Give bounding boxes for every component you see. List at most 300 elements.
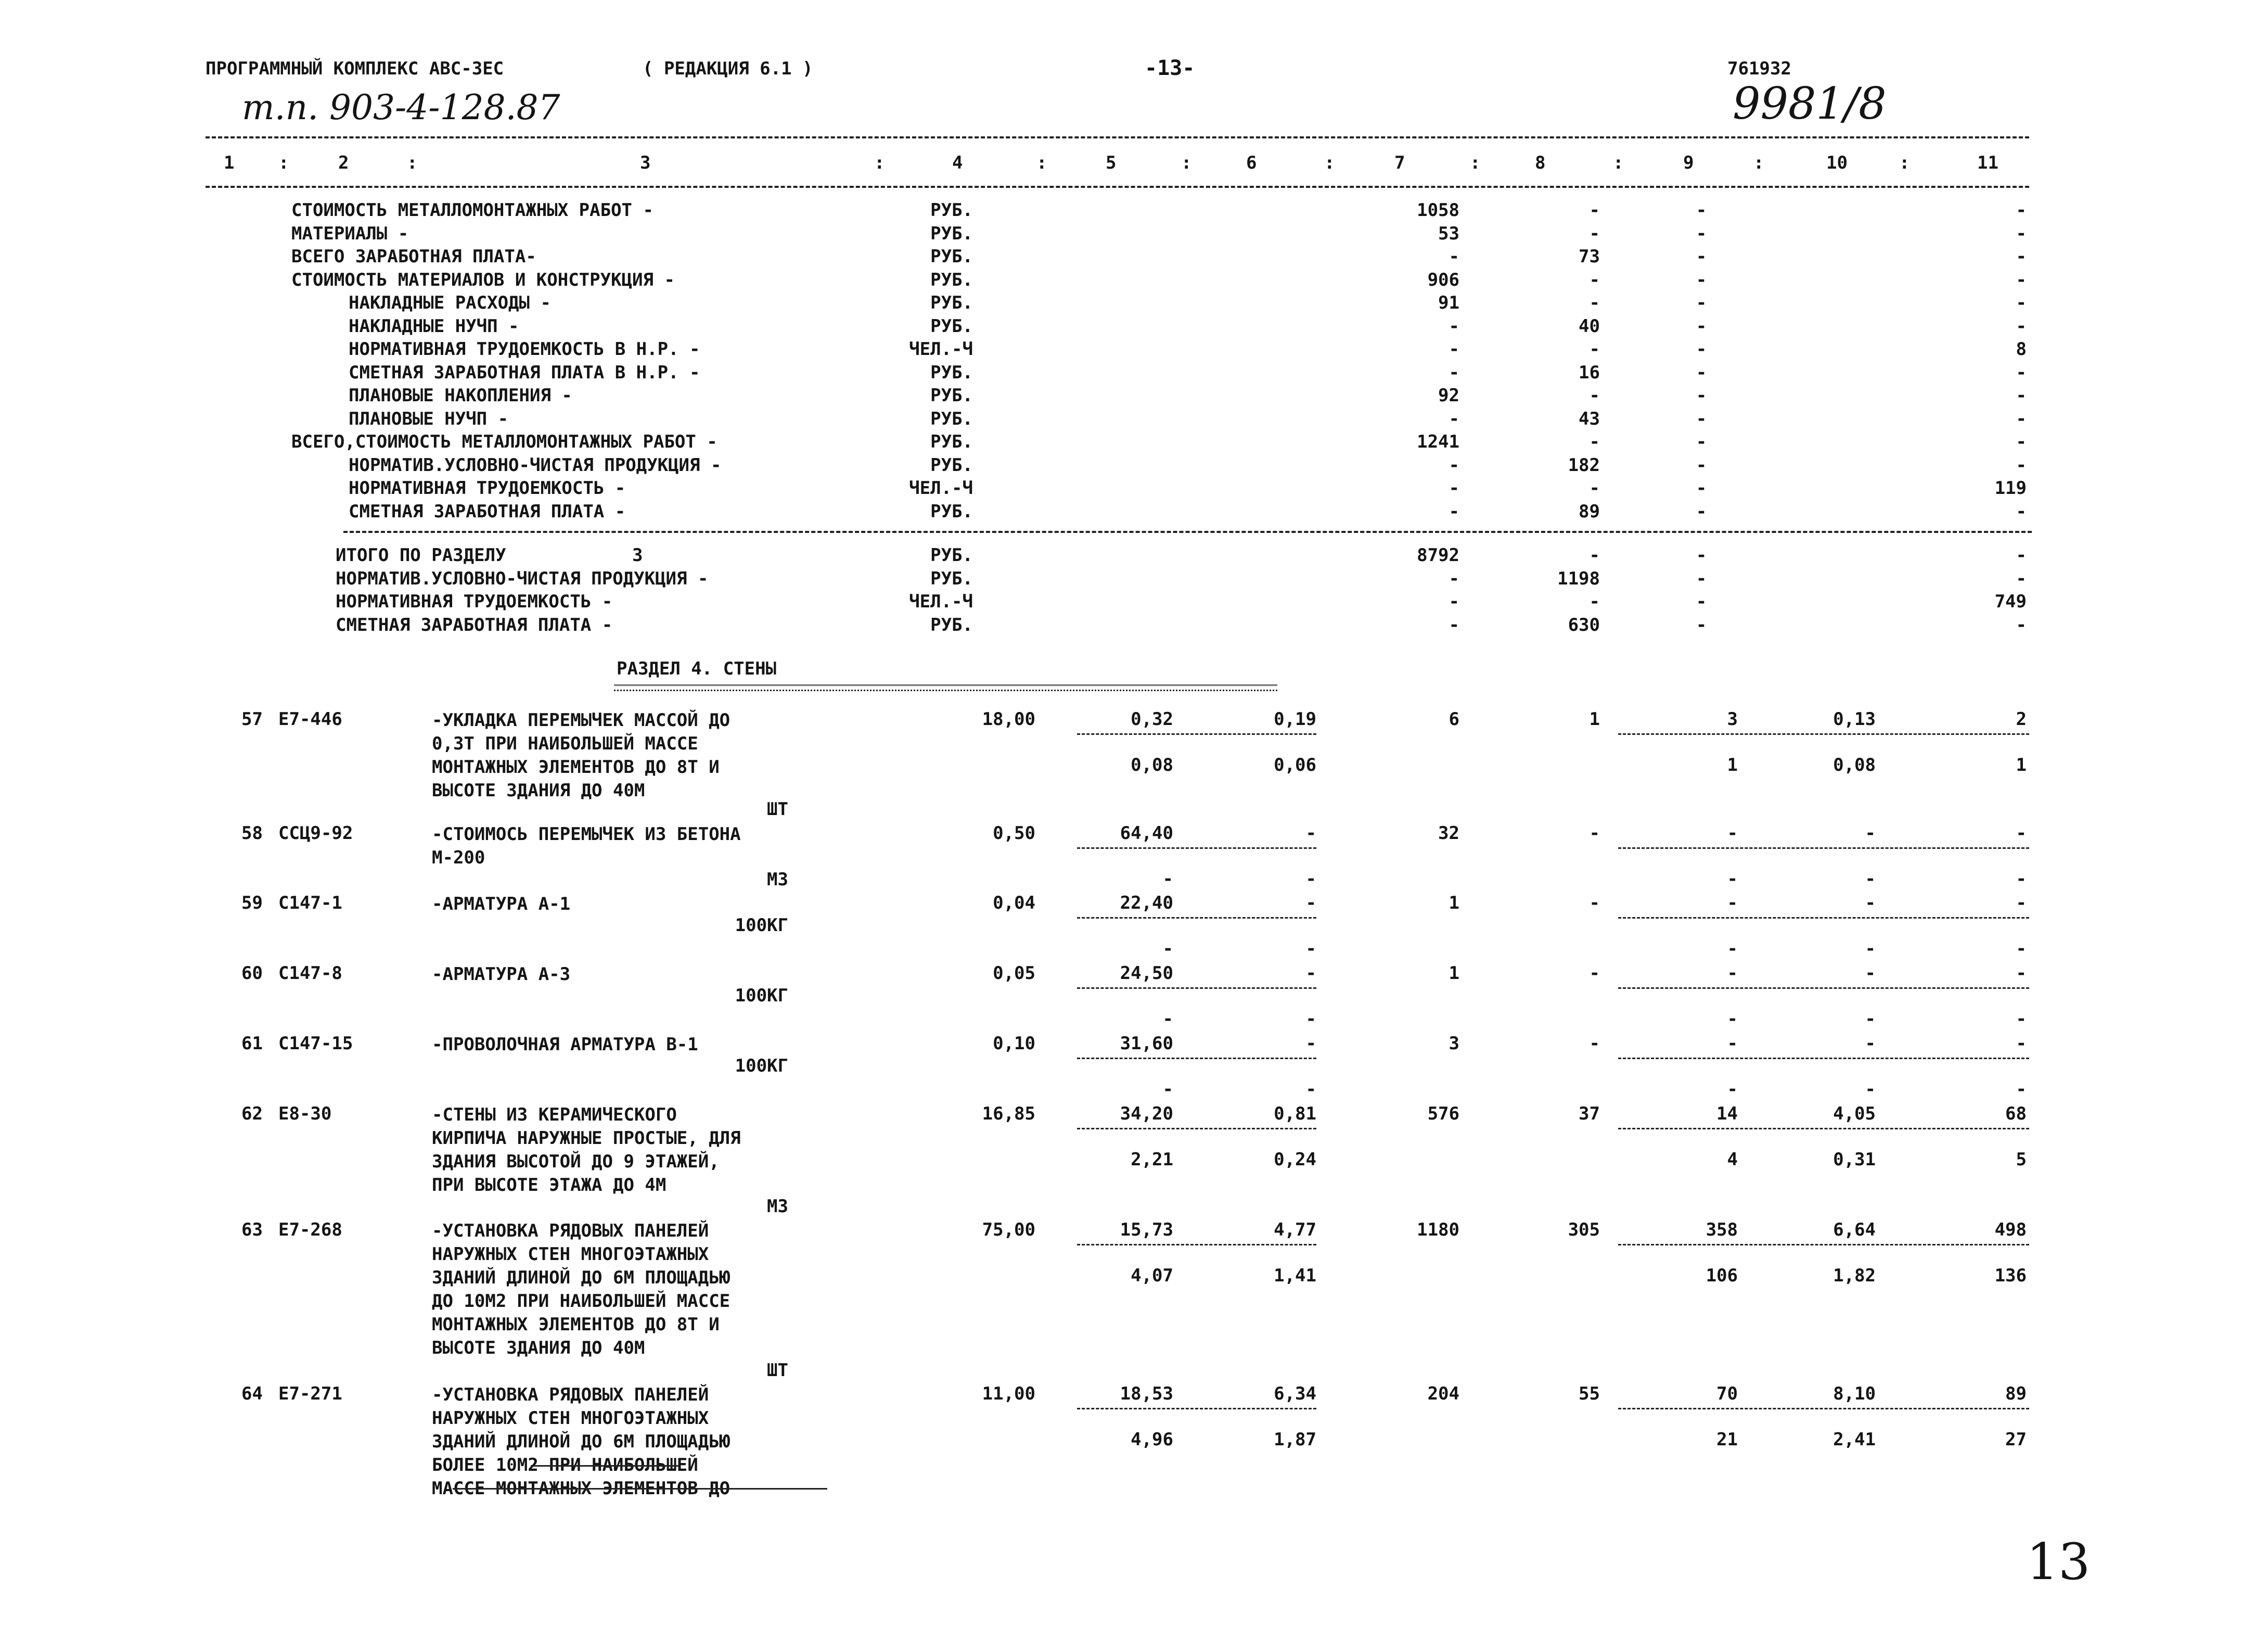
description-line: -АРМАТУРА А-3	[432, 964, 571, 985]
price-col6-wage: 1,87	[1274, 1429, 1316, 1450]
summary-col11: -	[2016, 362, 2027, 383]
item-quantity: 16,85	[982, 1103, 1035, 1124]
price-col5-wage: 2,21	[1131, 1149, 1173, 1170]
item-description	[432, 893, 570, 916]
summary-col7: -	[1449, 315, 1459, 337]
col10-value: 4,05	[1833, 1103, 1876, 1124]
document-code: 761932	[1727, 58, 1791, 79]
summary-label: ВСЕГО ЗАРАБОТНАЯ ПЛАТА-	[291, 246, 536, 267]
col9-value: 358	[1706, 1219, 1738, 1240]
item-quantity: 0,10	[993, 1033, 1035, 1054]
item-unit: 100КГ	[735, 1055, 788, 1076]
description-line: МОНТАЖНЫХ ЭЛЕМЕНТОВ ДО 8Т И	[432, 757, 720, 778]
total-col7: 8792	[1417, 545, 1459, 566]
summary-col7: -	[1449, 339, 1459, 360]
column-separator: :	[874, 152, 885, 173]
col9-machine-value: 21	[1716, 1429, 1738, 1450]
totals-divider	[1618, 733, 2029, 735]
item-quantity: 18,00	[982, 709, 1035, 730]
summary-label: ВСЕГО,СТОИМОСТЬ МЕТАЛЛОМОНТАЖНЫХ РАБОТ -	[291, 431, 717, 452]
summary-label: ПЛАНОВЫЕ НАКОПЛЕНИЯ -	[349, 385, 572, 406]
col11-value: -	[2016, 963, 2027, 984]
price-col6-total: -	[1305, 893, 1316, 913]
summary-col8: 89	[1579, 501, 1600, 522]
description-line: ДО 10М2 ПРИ НАИБОЛЬШЕЙ МАССЕ	[432, 1291, 731, 1312]
price-col5-wage: 4,07	[1131, 1265, 1173, 1286]
total-col8: 630	[1568, 614, 1600, 635]
col10-value: -	[1865, 963, 1876, 984]
price-col5-total: 64,40	[1120, 823, 1173, 844]
summary-unit: РУБ.	[930, 431, 973, 452]
total-unit: РУБ.	[930, 614, 973, 635]
description-line: БОЛЕЕ 10М2 ПРИ НАИБОЛЬШЕЙ	[432, 1455, 698, 1475]
column-separator: :	[278, 152, 289, 173]
summary-col9: -	[1696, 200, 1707, 221]
col11-machine-value: -	[2016, 869, 2027, 889]
column-header: 2	[338, 152, 349, 173]
col10-machine-value: -	[1865, 938, 1876, 959]
total-label: НОРМАТИВНАЯ ТРУДОЕМКОСТЬ -	[336, 591, 613, 612]
col11-machine-value: 1	[2016, 755, 2027, 775]
price-divider	[1077, 1408, 1316, 1409]
description-line: НАРУЖНЫХ СТЕН МНОГОЭТАЖНЫХ	[432, 1408, 709, 1429]
summary-col11: -	[2016, 501, 2027, 522]
col10-value: -	[1865, 1033, 1876, 1054]
col9-value: -	[1727, 893, 1738, 913]
description-line: -АРМАТУРА А-1	[432, 894, 571, 914]
item-number: 58	[241, 823, 263, 844]
col11-value: 2	[2016, 709, 2027, 730]
item-description	[432, 1033, 698, 1057]
item-unit: 100КГ	[735, 915, 788, 936]
price-divider	[1077, 1058, 1316, 1059]
summary-col8: -	[1589, 339, 1600, 360]
summary-col11: -	[2016, 200, 2027, 221]
total-wage: 37	[1579, 1103, 1600, 1124]
item-number: 62	[241, 1103, 263, 1124]
strike-mark	[531, 1465, 679, 1467]
summary-col8: -	[1589, 431, 1600, 452]
column-separator: :	[1899, 152, 1910, 173]
item-code: ССЦ9-92	[278, 823, 353, 844]
summary-col8: -	[1589, 269, 1600, 290]
handwritten-project-number: т.п. 903-4-128.87	[242, 87, 560, 128]
total-wage: 305	[1568, 1219, 1600, 1240]
total-wage: 1	[1589, 709, 1600, 730]
item-unit: ШТ	[767, 1360, 788, 1381]
col9-machine-value: 106	[1706, 1265, 1738, 1286]
price-col6-total: -	[1305, 1033, 1316, 1054]
summary-unit: РУБ.	[930, 315, 973, 337]
item-number: 57	[241, 709, 263, 730]
description-line: -УКЛАДКА ПЕРЕМЫЧЕК МАССОЙ ДО	[432, 710, 731, 731]
col9-value: 70	[1716, 1383, 1738, 1404]
summary-unit: ЧЕЛ.-Ч	[909, 339, 973, 360]
price-col6-total: -	[1305, 963, 1316, 984]
price-col5-wage: -	[1162, 1079, 1173, 1100]
description-line: -УСТАНОВКА РЯДОВЫХ ПАНЕЛЕЙ	[432, 1220, 709, 1241]
col10-value: 6,64	[1833, 1219, 1876, 1240]
col9-value: -	[1727, 963, 1738, 984]
summary-label: МАТЕРИАЛЫ -	[291, 223, 409, 244]
col10-value: 8,10	[1833, 1383, 1876, 1404]
item-quantity: 75,00	[982, 1219, 1035, 1240]
price-col6-wage: -	[1305, 1009, 1316, 1029]
summary-col8: 182	[1568, 454, 1600, 476]
column-header: 8	[1535, 152, 1546, 173]
summary-col11: -	[2016, 269, 2027, 290]
summary-col7: 906	[1427, 269, 1459, 290]
handwritten-sheet-number: 9981/8	[1733, 78, 1887, 129]
price-col6-total: 6,34	[1274, 1383, 1316, 1404]
total-col9: -	[1696, 614, 1707, 635]
handwritten-page-mark: 13	[2027, 1533, 2091, 1591]
summary-col11: -	[2016, 315, 2027, 337]
summary-col7: 53	[1438, 223, 1459, 244]
item-code: Е7-268	[278, 1219, 342, 1240]
total-col11: -	[2016, 568, 2027, 589]
summary-col11: 8	[2016, 339, 2027, 360]
summary-col7: 91	[1438, 292, 1459, 313]
price-col5-total: 15,73	[1120, 1219, 1173, 1240]
total-col8: 1198	[1557, 568, 1600, 589]
item-unit: ШТ	[767, 799, 788, 820]
total-cost: 1	[1449, 963, 1459, 984]
col9-machine-value: 4	[1727, 1149, 1738, 1170]
program-title: ПРОГРАММНЫЙ КОМПЛЕКС АВС-ЗЕС	[206, 58, 504, 79]
total-wage: -	[1589, 1033, 1600, 1054]
summary-col8: -	[1589, 200, 1600, 221]
summary-unit: ЧЕЛ.-Ч	[909, 478, 973, 499]
column-header: 11	[1977, 152, 1998, 173]
summary-col8: 73	[1579, 246, 1600, 267]
col10-value: -	[1865, 893, 1876, 913]
total-col9: -	[1696, 591, 1707, 612]
item-description	[432, 1383, 730, 1500]
header-rule-top	[206, 136, 2029, 138]
total-section-number: 3	[632, 545, 643, 566]
total-unit: РУБ.	[930, 568, 973, 589]
summary-col8: -	[1589, 478, 1600, 499]
total-cost: 576	[1427, 1103, 1459, 1124]
description-line: НАРУЖНЫХ СТЕН МНОГОЭТАЖНЫХ	[432, 1244, 709, 1265]
totals-divider	[1618, 917, 2029, 919]
summary-label: СТОИМОСТЬ МЕТАЛЛОМОНТАЖНЫХ РАБОТ -	[291, 200, 654, 221]
col9-machine-value: -	[1727, 1079, 1738, 1100]
price-col5-total: 22,40	[1120, 893, 1173, 913]
summary-col7: -	[1449, 478, 1459, 499]
item-code: Е8-30	[278, 1103, 332, 1124]
item-number: 63	[241, 1219, 263, 1240]
col11-value: -	[2016, 893, 2027, 913]
summary-label: НАКЛАДНЫЕ НУЧП -	[349, 315, 519, 337]
total-unit: ЧЕЛ.-Ч	[909, 591, 973, 612]
summary-unit: РУБ.	[930, 269, 973, 290]
summary-col7: -	[1449, 454, 1459, 476]
summary-col11: -	[2016, 431, 2027, 452]
col11-machine-value: -	[2016, 1009, 2027, 1029]
column-separator: :	[407, 152, 418, 173]
item-code: С147-15	[278, 1033, 353, 1054]
item-quantity: 11,00	[982, 1383, 1035, 1404]
item-number: 60	[241, 963, 263, 984]
summary-unit: РУБ.	[930, 223, 973, 244]
total-col7: -	[1449, 614, 1459, 635]
total-cost: 204	[1427, 1383, 1459, 1404]
description-line: ЗДАНИЙ ДЛИНОЙ ДО 6М ПЛОЩАДЬЮ	[432, 1267, 731, 1288]
summary-unit: РУБ.	[930, 408, 973, 429]
price-col6-wage: 0,06	[1274, 755, 1316, 775]
total-col9: -	[1696, 545, 1707, 566]
total-col7: -	[1449, 591, 1459, 612]
summary-col9: -	[1696, 385, 1707, 406]
price-col5-total: 0,32	[1131, 709, 1173, 730]
col11-value: -	[2016, 823, 2027, 844]
totals-divider	[1618, 847, 2029, 849]
col10-value: -	[1865, 823, 1876, 844]
summary-col9: -	[1696, 339, 1707, 360]
col9-value: 14	[1716, 1103, 1738, 1124]
summary-col8: -	[1589, 385, 1600, 406]
item-description	[432, 1219, 730, 1360]
col11-value: 89	[2005, 1383, 2027, 1404]
summary-col8: -	[1589, 223, 1600, 244]
summary-col8: 40	[1579, 315, 1600, 337]
total-label: НОРМАТИВ.УСЛОВНО-ЧИСТАЯ ПРОДУКЦИЯ -	[336, 568, 709, 589]
description-line: М-200	[432, 847, 485, 868]
description-line: ВЫСОТЕ ЗДАНИЯ ДО 40М	[432, 1338, 645, 1358]
summary-col11: -	[2016, 385, 2027, 406]
item-code: Е7-446	[278, 709, 342, 730]
summary-unit: РУБ.	[930, 362, 973, 383]
summary-rule	[343, 531, 2032, 533]
col9-value: 3	[1727, 709, 1738, 730]
summary-unit: РУБ.	[930, 200, 973, 221]
price-divider	[1077, 1244, 1316, 1245]
item-description	[432, 709, 730, 803]
column-header: 4	[952, 152, 963, 173]
item-description	[432, 963, 570, 986]
header-rule-bottom	[206, 186, 2029, 188]
col9-value: -	[1727, 823, 1738, 844]
item-quantity: 0,04	[993, 893, 1035, 913]
strike-mark	[453, 1488, 827, 1490]
total-label: СМЕТНАЯ ЗАРАБОТНАЯ ПЛАТА -	[336, 614, 613, 635]
price-col5-wage: 0,08	[1131, 755, 1173, 775]
total-cost: 6	[1449, 709, 1459, 730]
summary-unit: РУБ.	[930, 385, 973, 406]
price-col5-total: 34,20	[1120, 1103, 1173, 1124]
column-separator: :	[1181, 152, 1192, 173]
summary-col11: 119	[1994, 478, 2027, 499]
col11-machine-value: 136	[1994, 1265, 2027, 1286]
col10-machine-value: -	[1865, 869, 1876, 889]
total-wage: -	[1589, 963, 1600, 984]
price-col5-total: 31,60	[1120, 1033, 1173, 1054]
description-line: 0,3Т ПРИ НАИБОЛЬШЕЙ МАССЕ	[432, 733, 698, 754]
description-line: ВЫСОТЕ ЗДАНИЯ ДО 40М	[432, 780, 645, 801]
total-col8: -	[1589, 591, 1600, 612]
column-separator: :	[1753, 152, 1764, 173]
col10-machine-value: 0,08	[1833, 755, 1876, 775]
col9-machine-value: -	[1727, 938, 1738, 959]
summary-col8: 16	[1579, 362, 1600, 383]
description-line: -ПРОВОЛОЧНАЯ АРМАТУРА В-1	[432, 1034, 698, 1055]
summary-unit: РУБ.	[930, 246, 973, 267]
column-separator: :	[1324, 152, 1335, 173]
col10-machine-value: -	[1865, 1009, 1876, 1029]
item-unit: М3	[767, 1196, 788, 1217]
summary-col9: -	[1696, 408, 1707, 429]
total-col9: -	[1696, 568, 1707, 589]
price-col6-total: -	[1305, 823, 1316, 844]
edition-label: ( РЕДАКЦИЯ 6.1 )	[643, 58, 813, 79]
price-col5-wage: -	[1162, 1009, 1173, 1029]
price-col6-wage: 0,24	[1274, 1149, 1316, 1170]
total-cost: 32	[1438, 823, 1459, 844]
description-line: КИРПИЧА НАРУЖНЫЕ ПРОСТЫЕ, ДЛЯ	[432, 1128, 741, 1149]
summary-col7: -	[1449, 246, 1459, 267]
summary-label: НОРМАТИВНАЯ ТРУДОЕМКОСТЬ В Н.Р. -	[349, 339, 700, 360]
price-col6-total: 0,81	[1274, 1103, 1316, 1124]
col9-machine-value: -	[1727, 1009, 1738, 1029]
totals-divider	[1618, 987, 2029, 989]
summary-label: НОРМАТИВ.УСЛОВНО-ЧИСТАЯ ПРОДУКЦИЯ -	[349, 454, 722, 476]
totals-divider	[1618, 1244, 2029, 1245]
summary-col7: -	[1449, 501, 1459, 522]
col11-value: -	[2016, 1033, 2027, 1054]
summary-col9: -	[1696, 315, 1707, 337]
price-divider	[1077, 987, 1316, 989]
page-number: -13-	[1145, 56, 1195, 80]
col9-machine-value: -	[1727, 869, 1738, 889]
item-quantity: 0,50	[993, 823, 1035, 844]
summary-label: НАКЛАДНЫЕ РАСХОДЫ -	[349, 292, 551, 313]
description-line: МАССЕ МОНТАЖНЫХ ЭЛЕМЕНТОВ ДО	[432, 1478, 731, 1499]
price-col6-total: 4,77	[1274, 1219, 1316, 1240]
description-line: -СТОИМОСЬ ПЕРЕМЫЧЕК ИЗ БЕТОНА	[432, 824, 741, 845]
item-code: С147-8	[278, 963, 342, 984]
summary-col9: -	[1696, 454, 1707, 476]
total-cost: 3	[1449, 1033, 1459, 1054]
summary-col11: -	[2016, 246, 2027, 267]
total-col11: -	[2016, 614, 2027, 635]
col11-value: 498	[1994, 1219, 2027, 1240]
col10-machine-value: 1,82	[1833, 1265, 1876, 1286]
item-number: 64	[241, 1383, 263, 1404]
summary-col9: -	[1696, 223, 1707, 244]
price-col5-wage: -	[1162, 869, 1173, 889]
col10-value: 0,13	[1833, 709, 1876, 730]
price-divider	[1077, 733, 1316, 735]
summary-col9: -	[1696, 501, 1707, 522]
total-cost: 1	[1449, 893, 1459, 913]
total-wage: 55	[1579, 1383, 1600, 1404]
summary-col9: -	[1696, 246, 1707, 267]
item-number: 61	[241, 1033, 263, 1054]
price-col5-total: 24,50	[1120, 963, 1173, 984]
price-col6-total: 0,19	[1274, 709, 1316, 730]
col11-machine-value: -	[2016, 938, 2027, 959]
total-col11: 749	[1994, 591, 2027, 612]
item-number: 59	[241, 893, 263, 913]
col11-machine-value: 27	[2005, 1429, 2027, 1450]
summary-col8: 43	[1579, 408, 1600, 429]
total-col8: -	[1589, 545, 1600, 566]
description-line: -СТЕНЫ ИЗ КЕРАМИЧЕСКОГО	[432, 1104, 677, 1125]
summary-label: СМЕТНАЯ ЗАРАБОТНАЯ ПЛАТА В Н.Р. -	[349, 362, 700, 383]
column-header: 5	[1106, 152, 1117, 173]
col9-machine-value: 1	[1727, 755, 1738, 775]
column-header: 3	[640, 152, 651, 173]
total-label: ИТОГО ПО РАЗДЕЛУ	[336, 545, 506, 566]
description-line: ПРИ ВЫСОТЕ ЭТАЖА ДО 4М	[432, 1175, 667, 1195]
item-code: С147-1	[278, 893, 342, 913]
item-description	[432, 823, 741, 870]
description-line: -УСТАНОВКА РЯДОВЫХ ПАНЕЛЕЙ	[432, 1384, 709, 1405]
col9-value: -	[1727, 1033, 1738, 1054]
col10-machine-value: 2,41	[1833, 1429, 1876, 1450]
summary-col7: -	[1449, 408, 1459, 429]
summary-unit: РУБ.	[930, 501, 973, 522]
summary-col7: -	[1449, 362, 1459, 383]
section-title: РАЗДЕЛ 4. СТЕНЫ	[617, 658, 777, 679]
col11-machine-value: 5	[2016, 1149, 2027, 1170]
summary-col11: -	[2016, 223, 2027, 244]
col11-value: 68	[2005, 1103, 2027, 1124]
description-line: ЗДАНИЯ ВЫСОТОЙ ДО 9 ЭТАЖЕЙ,	[432, 1151, 720, 1172]
summary-label: НОРМАТИВНАЯ ТРУДОЕМКОСТЬ -	[349, 478, 626, 499]
summary-label: СМЕТНАЯ ЗАРАБОТНАЯ ПЛАТА -	[349, 501, 626, 522]
column-separator: :	[1470, 152, 1481, 173]
price-divider	[1077, 917, 1316, 919]
item-description	[432, 1103, 741, 1197]
column-header: 10	[1826, 152, 1848, 173]
price-col5-total: 18,53	[1120, 1383, 1173, 1404]
summary-col11: -	[2016, 454, 2027, 476]
total-wage: -	[1589, 823, 1600, 844]
totals-divider	[1618, 1128, 2029, 1129]
column-header: 7	[1394, 152, 1405, 173]
column-header: 6	[1246, 152, 1257, 173]
col10-machine-value: -	[1865, 1079, 1876, 1100]
total-col11: -	[2016, 545, 2027, 566]
price-col6-wage: -	[1305, 938, 1316, 959]
summary-label: ПЛАНОВЫЕ НУЧП -	[349, 408, 509, 429]
column-separator: :	[1036, 152, 1047, 173]
summary-label: СТОИМОСТЬ МАТЕРИАЛОВ И КОНСТРУКЦИЯ -	[291, 269, 675, 290]
total-col7: -	[1449, 568, 1459, 589]
summary-col9: -	[1696, 292, 1707, 313]
price-col5-wage: 4,96	[1131, 1429, 1173, 1450]
price-col6-wage: -	[1305, 869, 1316, 889]
description-line: МОНТАЖНЫХ ЭЛЕМЕНТОВ ДО 8Т И	[432, 1314, 720, 1335]
summary-col9: -	[1696, 362, 1707, 383]
price-col6-wage: -	[1305, 1079, 1316, 1100]
summary-col9: -	[1696, 269, 1707, 290]
summary-unit: РУБ.	[930, 292, 973, 313]
description-line: ЗДАНИЙ ДЛИНОЙ ДО 6М ПЛОЩАДЬЮ	[432, 1431, 731, 1452]
price-col5-wage: -	[1162, 938, 1173, 959]
total-cost: 1180	[1417, 1219, 1459, 1240]
summary-col9: -	[1696, 478, 1707, 499]
summary-col11: -	[2016, 408, 2027, 429]
summary-col7: 92	[1438, 385, 1459, 406]
item-quantity: 0,05	[993, 963, 1035, 984]
column-header: 9	[1683, 152, 1694, 173]
price-divider	[1077, 847, 1316, 849]
summary-col7: 1058	[1417, 200, 1459, 221]
